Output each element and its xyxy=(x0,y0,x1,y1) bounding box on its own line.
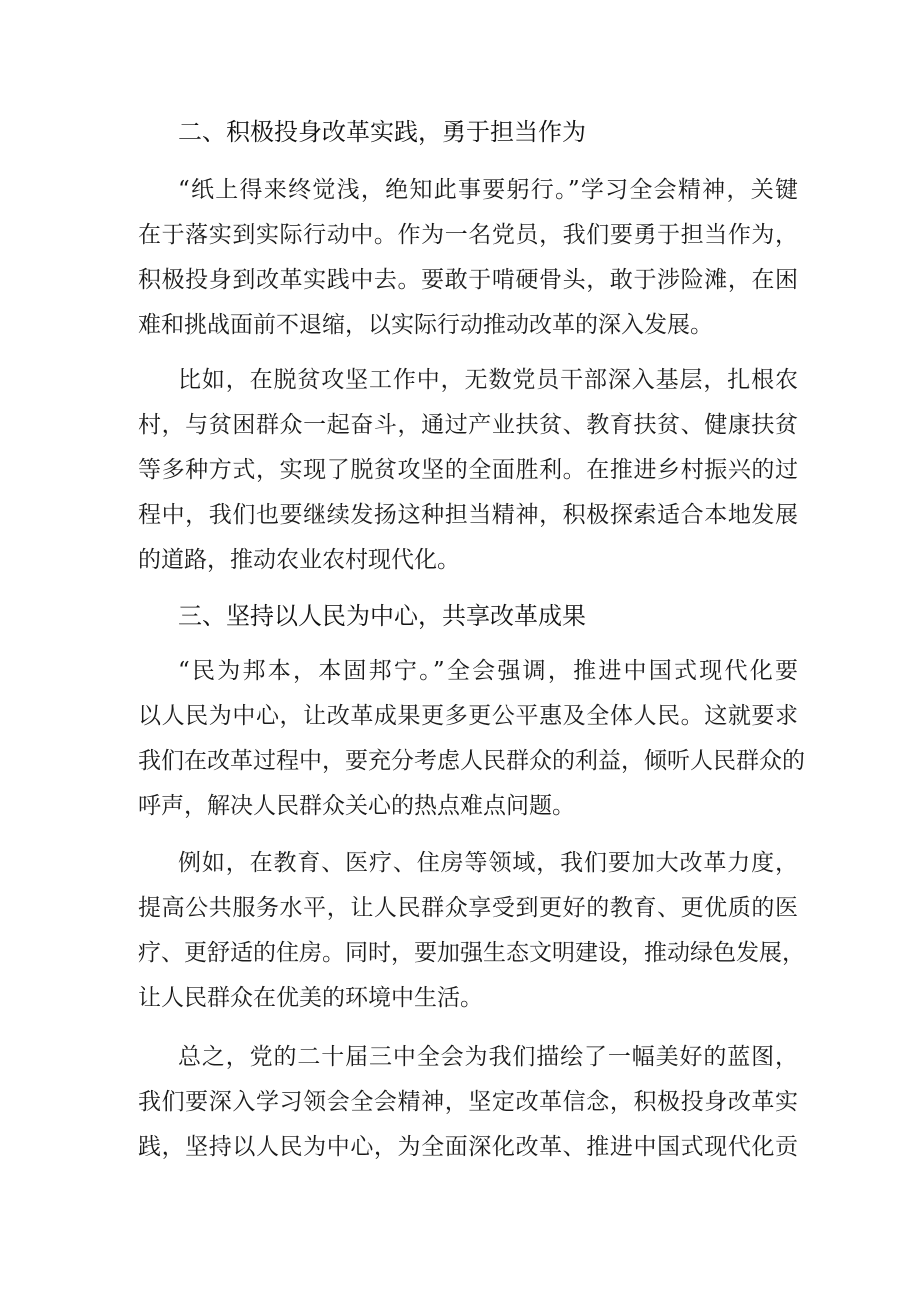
text-line: 提高公共服务水平，让人民群众享受到更好的教育、更优质的医 xyxy=(138,895,798,921)
text-line: 呼声，解决人民群众关心的热点难点问题。 xyxy=(138,793,575,819)
section-heading: 三、坚持以人民为中心，共享改革成果 xyxy=(178,602,586,630)
paragraph xyxy=(138,658,805,840)
text-line: 比如，在脱贫攻坚工作中，无数党员干部深入基层，扎根农 xyxy=(178,367,798,393)
text-line: 积极投身到改革实践中去。要敢于啃硬骨头，敢于涉险滩，在困 xyxy=(138,267,798,293)
text-line: 以人民为中心，让改革成果更多更公平惠及全体人民。这就要求 xyxy=(138,703,798,729)
text-line: 我们在改革过程中，要充分考虑人民群众的利益，倾听人民群众的 xyxy=(138,748,805,774)
paragraph xyxy=(138,1046,798,1181)
text-line: “民为邦本，本固邦宁。”全会强调，推进中国式现代化要 xyxy=(178,658,798,684)
text-line: “纸上得来终觉浅，绝知此事要躬行。”学习全会精神，关键 xyxy=(178,177,798,203)
text-line: 践，坚持以人民为中心，为全面深化改革、推进中国式现代化贡 xyxy=(138,1134,798,1160)
text-line: 在于落实到实际行动中。作为一名党员，我们要勇于担当作为， xyxy=(138,222,798,248)
text-line: 总之，党的二十届三中全会为我们描绘了一幅美好的蓝图， xyxy=(178,1044,798,1070)
text-line: 的道路，推动农业农村现代化。 xyxy=(138,547,460,573)
paragraph xyxy=(138,369,798,594)
text-line: 疗、更舒适的住房。同时，要加强生态文明建设，推动绿色发展， xyxy=(138,940,805,966)
text-line: 村，与贫困群众一起奋斗，通过产业扶贫、教育扶贫、健康扶贫 xyxy=(138,412,798,438)
text-line: 等多种方式，实现了脱贫攻坚的全面胜利。在推进乡村振兴的过 xyxy=(138,457,798,483)
text-line: 难和挑战面前不退缩，以实际行动推动改革的深入发展。 xyxy=(138,312,713,338)
text-line: 让人民群众在优美的环境中生活。 xyxy=(138,985,483,1011)
text-line: 我们要深入学习领会全会精神，坚定改革信念，积极投身改革实 xyxy=(138,1089,798,1115)
text-line: 程中，我们也要继续发扬这种担当精神，积极探索适合本地发展 xyxy=(138,502,798,528)
paragraph xyxy=(138,850,805,1032)
paragraph xyxy=(138,179,798,359)
section-heading: 二、积极投身改革实践，勇于担当作为 xyxy=(178,118,586,146)
text-line: 例如，在教育、医疗、住房等领域，我们要加大改革力度， xyxy=(178,850,798,876)
